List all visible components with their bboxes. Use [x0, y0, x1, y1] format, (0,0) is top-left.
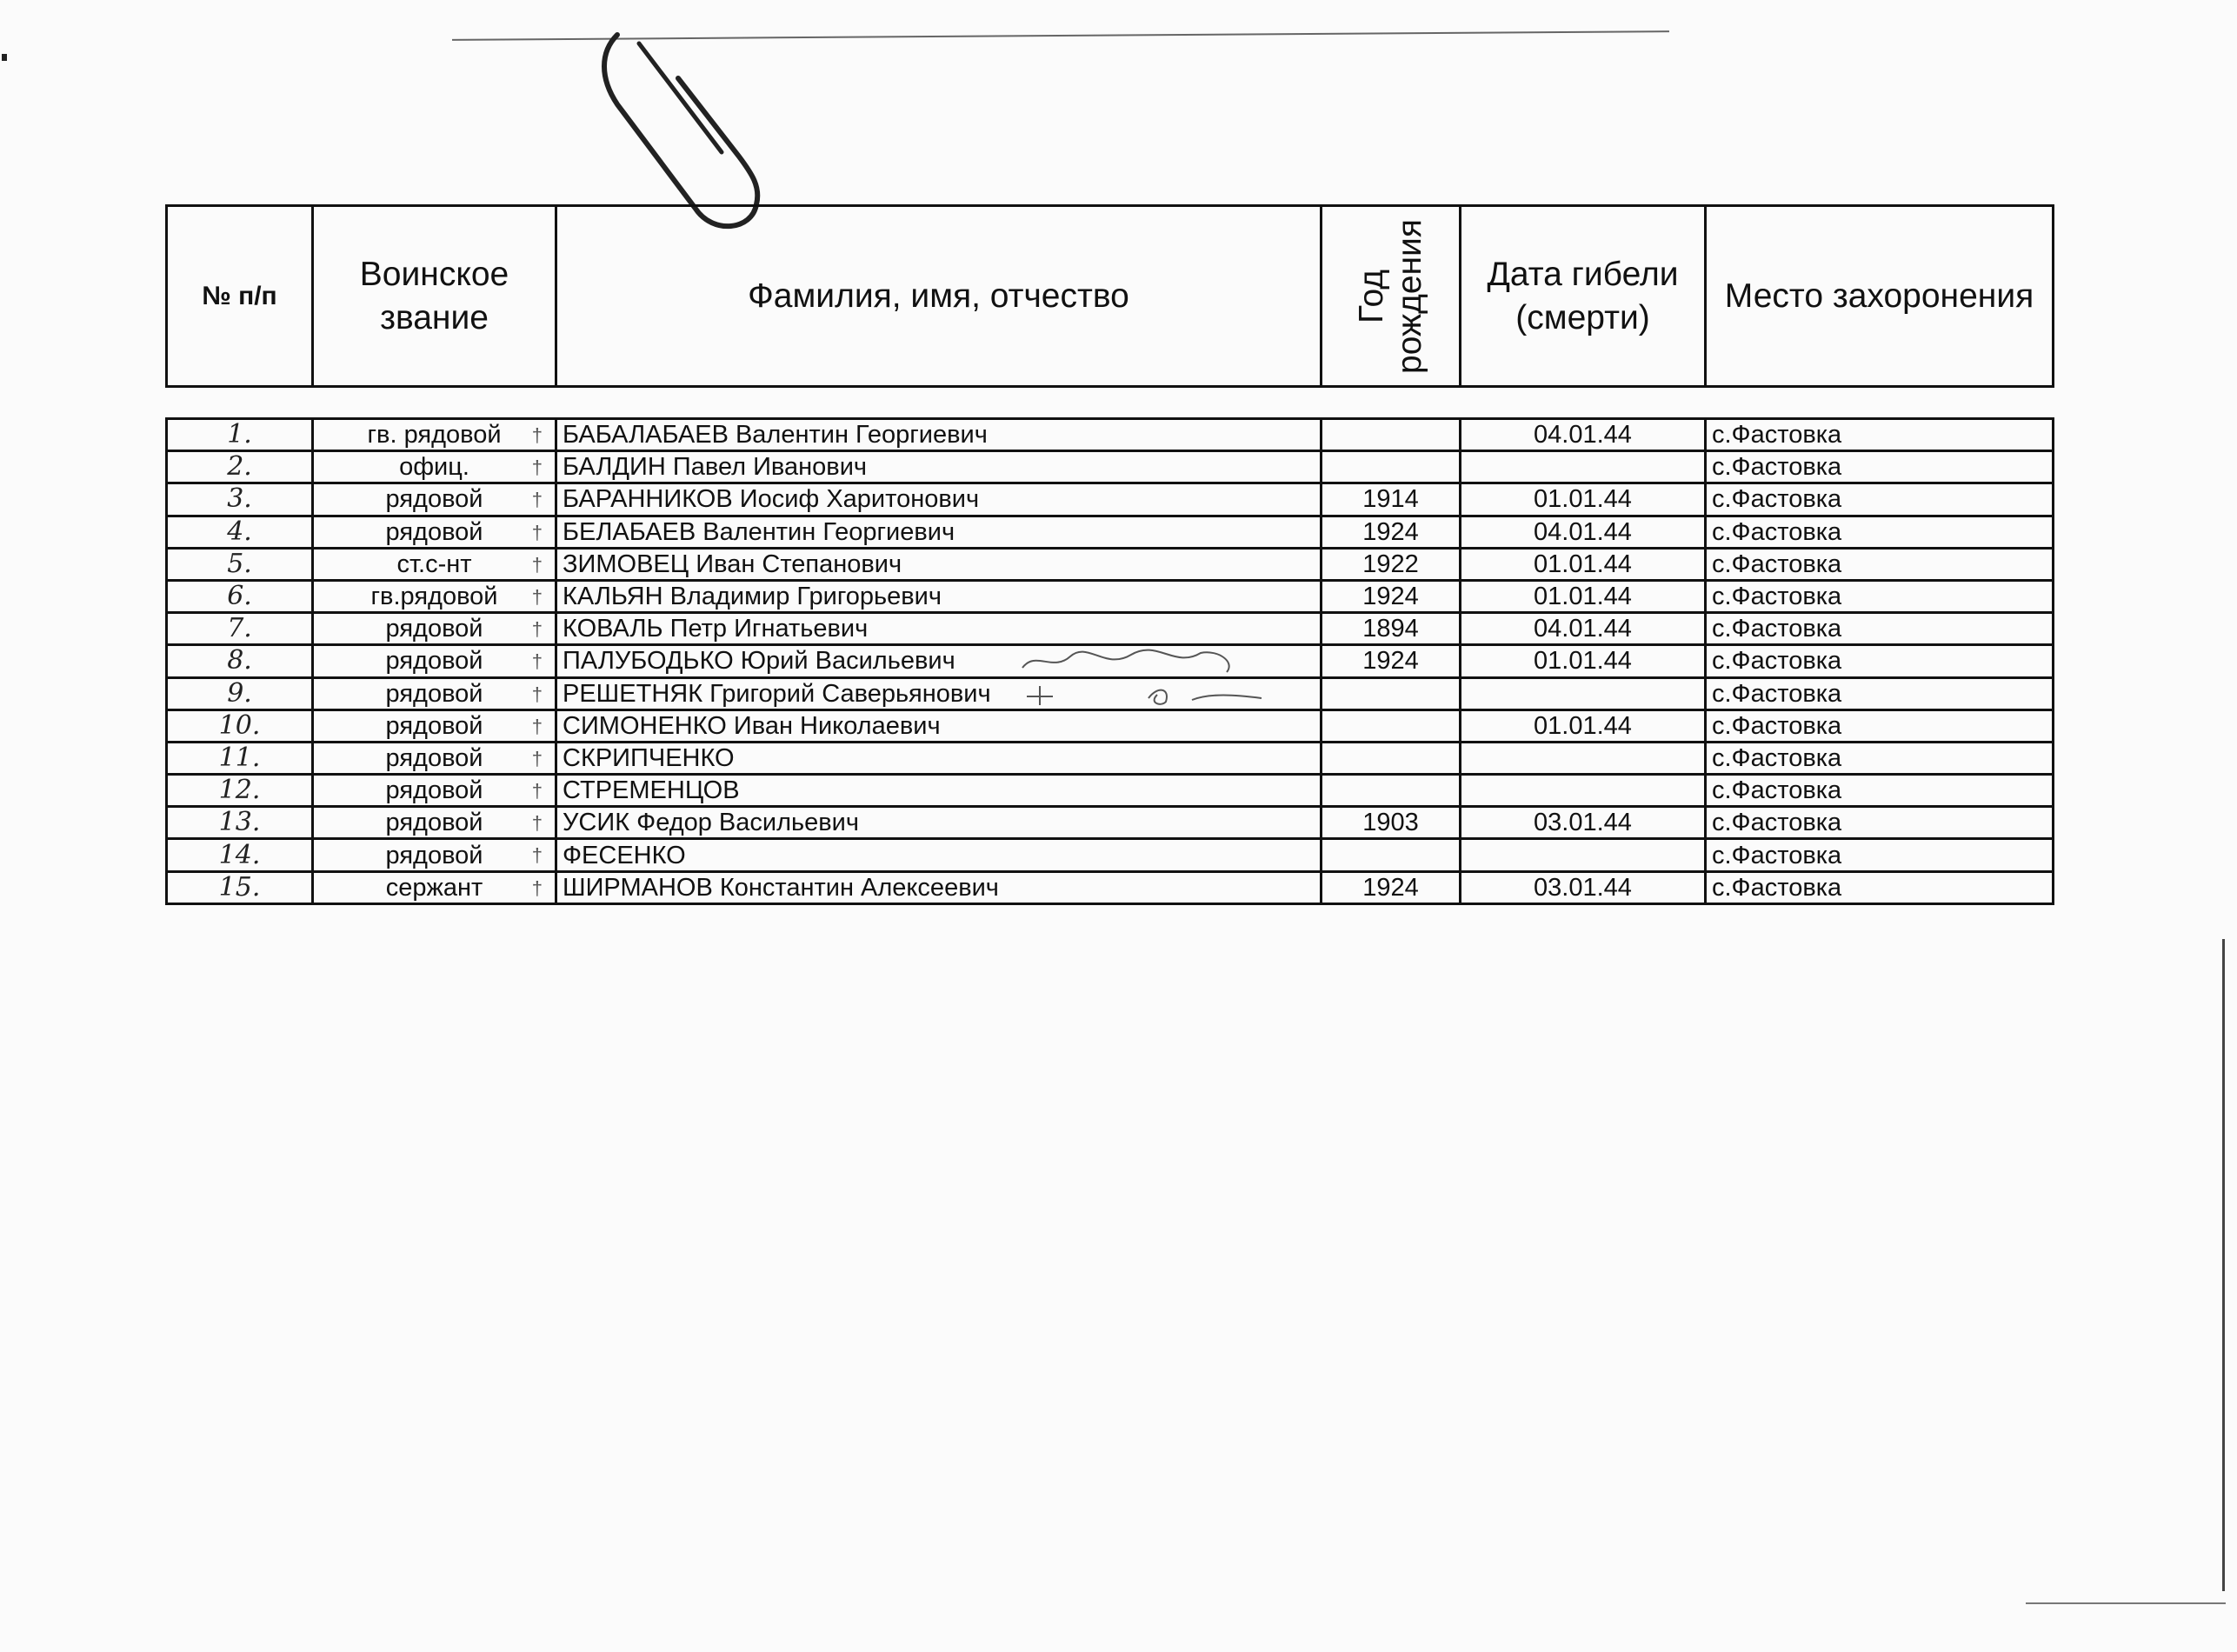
row-birth-year-text: 1924: [1362, 647, 1419, 676]
table-row: [167, 871, 2054, 903]
row-burial-place: [1706, 775, 2054, 807]
row-number: [167, 613, 313, 645]
table-row: [167, 709, 2054, 742]
row-rank-text: ст.с-нт: [396, 550, 472, 578]
row-fullname: [556, 516, 1322, 548]
row-rank-text: рядовой: [385, 517, 483, 546]
row-death-date: [1461, 839, 1706, 871]
row-burial-place-text: с.Фастовка: [1712, 809, 1842, 837]
row-number-text: 15.: [218, 871, 261, 903]
row-number-text: 6.: [227, 581, 252, 612]
row-rank-text: рядовой: [385, 809, 483, 837]
row-fullname: [556, 871, 1322, 903]
row-number-text: 10.: [218, 709, 261, 741]
row-death-date: [1461, 807, 1706, 839]
row-burial-place-text: с.Фастовка: [1712, 583, 1842, 611]
row-number: [167, 775, 313, 807]
row-number: [167, 677, 313, 709]
header-year-line1: Год: [1352, 269, 1390, 323]
pencil-mark-icon: †: [531, 489, 543, 511]
row-death-date-text: 03.01.44: [1534, 809, 1632, 837]
row-burial-place-text: с.Фастовка: [1712, 776, 1842, 805]
row-number-text: 12.: [218, 775, 261, 806]
header-table: [165, 204, 2054, 388]
row-number: [167, 516, 313, 548]
scan-dot: [2, 54, 7, 61]
row-fullname: [556, 580, 1322, 612]
row-fullname: [556, 645, 1322, 677]
row-fullname: [556, 613, 1322, 645]
table-row: [167, 516, 2054, 548]
row-death-date: [1461, 709, 1706, 742]
row-birth-year: [1322, 548, 1461, 580]
row-rank-text: рядовой: [385, 776, 483, 805]
header-rank: [313, 206, 556, 387]
table-row: [167, 580, 2054, 612]
pencil-mark-icon: †: [531, 715, 543, 737]
header-burial-place: Место захоронения: [1706, 206, 2054, 387]
row-birth-year: [1322, 807, 1461, 839]
row-burial-place: [1706, 548, 2054, 580]
row-birth-year: [1322, 580, 1461, 612]
row-rank-text: рядовой: [385, 743, 483, 772]
row-rank: [313, 645, 556, 677]
row-rank: [313, 807, 556, 839]
row-death-date: [1461, 871, 1706, 903]
row-death-date: [1461, 580, 1706, 612]
row-burial-place: [1706, 451, 2054, 483]
row-fullname-text: ЗИМОВЕЦ Иван Степанович: [563, 550, 902, 578]
row-fullname-text: БЕЛАБАЕВ Валентин Георгиевич: [563, 517, 955, 546]
header-death-date: [1461, 206, 1706, 387]
row-rank: [313, 709, 556, 742]
row-number: [167, 871, 313, 903]
row-rank: [313, 483, 556, 516]
header-rank-line2: звание: [380, 298, 489, 336]
row-death-date: [1461, 419, 1706, 451]
row-rank: [313, 677, 556, 709]
row-fullname: [556, 548, 1322, 580]
data-table: [165, 417, 2054, 905]
row-rank: [313, 548, 556, 580]
row-death-date-text: 04.01.44: [1534, 517, 1632, 546]
pencil-mark-icon: †: [531, 876, 543, 899]
row-rank-text: рядовой: [385, 485, 483, 514]
row-birth-year: [1322, 709, 1461, 742]
row-birth-year-text: 1894: [1362, 615, 1419, 643]
header-date-line2: (смерти): [1515, 298, 1650, 336]
row-death-date: [1461, 677, 1706, 709]
row-fullname: [556, 677, 1322, 709]
row-burial-place: [1706, 516, 2054, 548]
row-burial-place: [1706, 645, 2054, 677]
row-burial-place: [1706, 613, 2054, 645]
paperclip-icon: [591, 26, 809, 235]
row-fullname-text: БАРАННИКОВ Иосиф Харитонович: [563, 485, 980, 514]
row-burial-place: [1706, 580, 2054, 612]
row-fullname-text: ПАЛУБОДЬКО Юрий Васильевич: [563, 647, 955, 676]
row-birth-year-text: 1914: [1362, 485, 1419, 514]
row-fullname: [556, 709, 1322, 742]
row-fullname-text: СТРЕМЕНЦОВ: [563, 776, 740, 805]
row-birth-year: [1322, 871, 1461, 903]
row-burial-place-text: с.Фастовка: [1712, 550, 1842, 578]
row-death-date-text: 01.01.44: [1534, 711, 1632, 740]
row-rank: [313, 580, 556, 612]
row-death-date-text: 04.01.44: [1534, 421, 1632, 450]
table-row: [167, 419, 2054, 451]
table-row: [167, 613, 2054, 645]
handwritten-scribble-icon: [1018, 679, 1279, 709]
pencil-mark-icon: †: [531, 683, 543, 705]
row-number-text: 13.: [218, 807, 261, 838]
pencil-mark-icon: †: [531, 747, 543, 769]
row-fullname-text: КОВАЛЬ Петр Игнатьевич: [563, 615, 869, 643]
row-number-text: 9.: [227, 677, 252, 709]
row-burial-place: [1706, 839, 2054, 871]
row-fullname: [556, 742, 1322, 774]
row-number-text: 11.: [218, 742, 261, 773]
row-fullname-text: ШИРМАНОВ Константин Алексеевич: [563, 873, 999, 902]
scan-edge-right: [2222, 939, 2225, 1591]
row-fullname-text: БАБАЛАБАЕВ Валентин Георгиевич: [563, 421, 988, 450]
row-death-date: [1461, 645, 1706, 677]
header-year-line2: рождения: [1390, 218, 1428, 374]
row-birth-year-text: 1924: [1362, 517, 1419, 546]
row-number-text: 14.: [218, 839, 261, 870]
row-burial-place-text: с.Фастовка: [1712, 873, 1842, 902]
row-number-text: 1.: [227, 419, 252, 450]
row-burial-place-text: с.Фастовка: [1712, 615, 1842, 643]
row-rank: [313, 742, 556, 774]
row-fullname: [556, 419, 1322, 451]
row-number-text: 3.: [227, 483, 252, 515]
row-number-text: 4.: [227, 516, 252, 547]
row-death-date-text: 01.01.44: [1534, 485, 1632, 514]
row-death-date-text: 01.01.44: [1534, 550, 1632, 578]
row-fullname-text: РЕШЕТНЯК Григорий Саверьянович: [563, 679, 991, 708]
header-fullname: Фамилия, имя, отчество: [556, 206, 1322, 387]
row-number: [167, 839, 313, 871]
row-birth-year-text: 1924: [1362, 873, 1419, 902]
row-rank: [313, 451, 556, 483]
row-number: [167, 483, 313, 516]
row-number: [167, 742, 313, 774]
row-death-date: [1461, 742, 1706, 774]
row-rank: [313, 775, 556, 807]
table-row: [167, 548, 2054, 580]
row-burial-place-text: с.Фастовка: [1712, 517, 1842, 546]
row-fullname-text: БАЛДИН Павел Иванович: [563, 453, 867, 482]
row-rank-text: рядовой: [385, 647, 483, 676]
row-birth-year-text: 1924: [1362, 583, 1419, 611]
row-death-date: [1461, 775, 1706, 807]
table-row: [167, 807, 2054, 839]
row-rank: [313, 516, 556, 548]
row-fullname: [556, 839, 1322, 871]
table-row: [167, 645, 2054, 677]
pencil-mark-icon: †: [531, 780, 543, 803]
pencil-mark-icon: †: [531, 812, 543, 835]
row-rank: [313, 839, 556, 871]
row-fullname: [556, 451, 1322, 483]
row-number-text: 7.: [227, 613, 252, 644]
row-burial-place-text: с.Фастовка: [1712, 647, 1842, 676]
table-row: [167, 775, 2054, 807]
row-birth-year: [1322, 516, 1461, 548]
row-burial-place-text: с.Фастовка: [1712, 743, 1842, 772]
row-fullname: [556, 775, 1322, 807]
row-rank: [313, 419, 556, 451]
row-rank: [313, 613, 556, 645]
row-rank-text: гв. рядовой: [367, 421, 502, 450]
row-birth-year: [1322, 613, 1461, 645]
row-fullname: [556, 807, 1322, 839]
pencil-mark-icon: †: [531, 650, 543, 673]
table-row: [167, 742, 2054, 774]
row-rank: [313, 871, 556, 903]
pencil-mark-icon: †: [531, 456, 543, 479]
row-rank-text: рядовой: [385, 711, 483, 740]
pencil-mark-icon: †: [531, 585, 543, 608]
row-death-date: [1461, 613, 1706, 645]
row-birth-year: [1322, 775, 1461, 807]
row-burial-place-text: с.Фастовка: [1712, 485, 1842, 514]
header-rank-line1: Воинское: [359, 255, 509, 293]
row-death-date: [1461, 548, 1706, 580]
row-burial-place-text: с.Фастовка: [1712, 453, 1842, 482]
pencil-mark-icon: †: [531, 844, 543, 867]
row-number-text: 5.: [227, 548, 252, 579]
row-death-date-text: 03.01.44: [1534, 873, 1632, 902]
row-birth-year: [1322, 645, 1461, 677]
table-row: [167, 839, 2054, 871]
row-birth-year: [1322, 742, 1461, 774]
row-burial-place-text: с.Фастовка: [1712, 711, 1842, 740]
row-death-date-text: 04.01.44: [1534, 615, 1632, 643]
row-fullname-text: УСИК Федор Васильевич: [563, 809, 859, 837]
row-fullname-text: СКРИПЧЕНКО: [563, 743, 735, 772]
row-fullname: [556, 483, 1322, 516]
row-rank-text: сержант: [385, 873, 483, 902]
row-number-text: 8.: [227, 645, 252, 676]
row-death-date: [1461, 516, 1706, 548]
row-rank-text: рядовой: [385, 841, 483, 869]
row-number: [167, 807, 313, 839]
table-row: [167, 483, 2054, 516]
header-number: № п/п: [167, 206, 313, 387]
pencil-mark-icon: †: [531, 618, 543, 641]
row-burial-place: [1706, 677, 2054, 709]
row-number: [167, 548, 313, 580]
row-death-date: [1461, 451, 1706, 483]
row-number: [167, 580, 313, 612]
scan-edge-bottom: [2026, 1602, 2226, 1604]
row-number-text: 2.: [227, 451, 252, 483]
row-burial-place: [1706, 871, 2054, 903]
row-burial-place-text: с.Фастовка: [1712, 841, 1842, 869]
row-number: [167, 451, 313, 483]
row-birth-year: [1322, 451, 1461, 483]
pencil-mark-icon: †: [531, 521, 543, 543]
row-birth-year: [1322, 677, 1461, 709]
row-burial-place-text: с.Фастовка: [1712, 421, 1842, 450]
row-birth-year: [1322, 839, 1461, 871]
row-burial-place-text: с.Фастовка: [1712, 679, 1842, 708]
pencil-mark-icon: †: [531, 424, 543, 446]
row-birth-year: [1322, 483, 1461, 516]
header-date-line1: Дата гибели: [1487, 255, 1679, 293]
handwritten-scribble-icon: [1018, 646, 1244, 676]
row-death-date-text: 01.01.44: [1534, 647, 1632, 676]
row-number: [167, 645, 313, 677]
row-number: [167, 709, 313, 742]
pencil-mark-icon: †: [531, 553, 543, 576]
row-fullname-text: КАЛЬЯН Владимир Григорьевич: [563, 583, 942, 611]
row-rank-text: гв.рядовой: [370, 583, 498, 611]
header-birth-year: [1322, 206, 1461, 387]
row-burial-place: [1706, 742, 2054, 774]
row-rank-text: рядовой: [385, 615, 483, 643]
table-row: [167, 677, 2054, 709]
row-birth-year-text: 1922: [1362, 550, 1419, 578]
row-burial-place: [1706, 709, 2054, 742]
row-death-date-text: 01.01.44: [1534, 583, 1632, 611]
row-burial-place: [1706, 483, 2054, 516]
row-number: [167, 419, 313, 451]
table-row: [167, 451, 2054, 483]
row-birth-year-text: 1903: [1362, 809, 1419, 837]
row-burial-place: [1706, 807, 2054, 839]
row-birth-year: [1322, 419, 1461, 451]
row-fullname-text: СИМОНЕНКО Иван Николаевич: [563, 711, 941, 740]
row-rank-text: офиц.: [399, 453, 469, 482]
row-fullname-text: ФЕСЕНКО: [563, 841, 686, 869]
row-burial-place: [1706, 419, 2054, 451]
row-death-date: [1461, 483, 1706, 516]
row-rank-text: рядовой: [385, 679, 483, 708]
